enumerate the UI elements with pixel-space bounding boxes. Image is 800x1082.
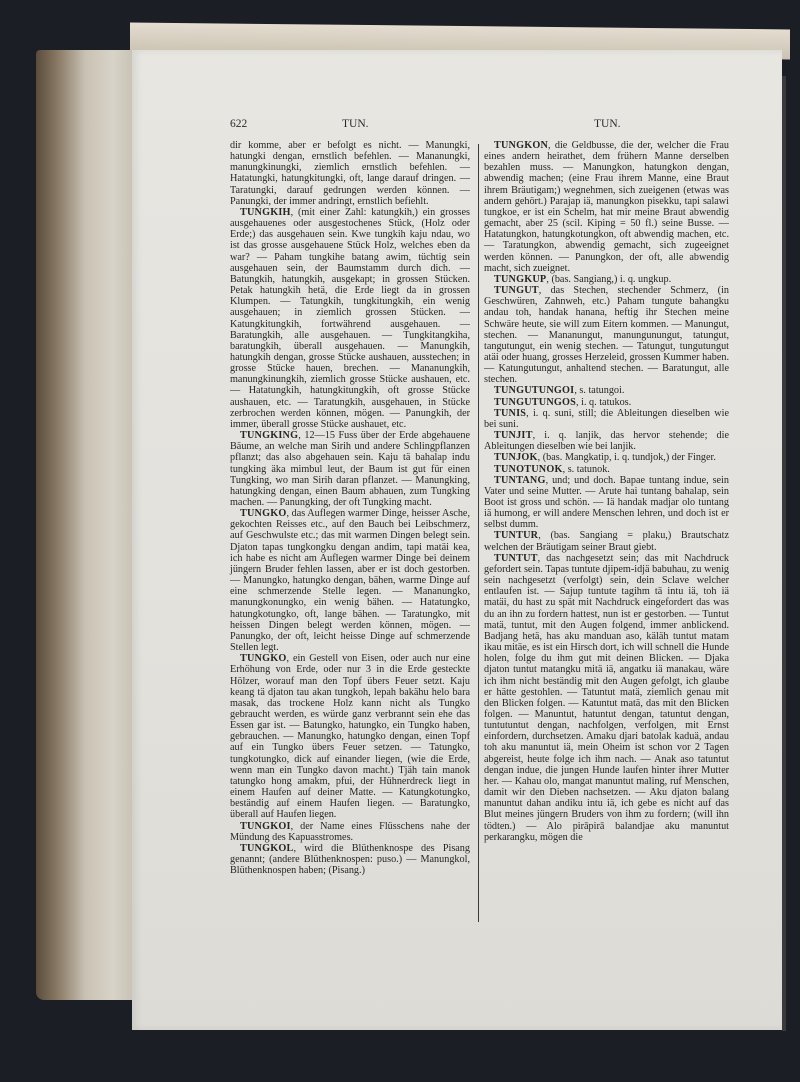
headword: TUNGKOL (240, 842, 294, 854)
headword: TUNGUT (494, 285, 539, 297)
headword: TUNGUTUNGOI (494, 385, 575, 397)
dictionary-entry: TUNGKOI, der Name eines Flüsschens nahe der Mündung des Kapuasstromes. (230, 820, 470, 843)
headword: TUNIS (494, 407, 527, 419)
dictionary-entry: TUNGUTUNGOS, i. q. tatukos. (494, 396, 632, 408)
left-column (230, 140, 470, 876)
headword: TUNGKOI (240, 820, 291, 832)
headword: TUNGKING (240, 430, 299, 442)
dictionary-entry: TUNGKOL, wird die Blüthenknospe des Pisang genannt; (andere Blüthenknospen: puso.) — Manungkol, Blüthenknospen haben; (Pisang.) (230, 842, 470, 877)
running-head-left: TUN. (342, 118, 369, 130)
headword: TUNJOK (494, 452, 538, 464)
headword: TUNOTUNOK (494, 463, 563, 475)
dictionary-entry: TUNIS, i. q. suni, still; die Ableitungen dieselben wie bei suni. (484, 407, 729, 430)
running-header (132, 118, 782, 134)
headword: TUNTANG (494, 474, 546, 486)
running-head-right: TUN. (594, 118, 621, 130)
column-divider (478, 144, 479, 922)
right-column (484, 140, 729, 843)
book-page-edges (36, 50, 146, 1000)
headword: TUNTUT (494, 552, 538, 564)
dictionary-entry: TUNGKING, 12—15 Fuss über der Erde abgehauene Bäume, an welche man Sirih und andere Schlingpflanzen pflanzt; das also abgehauen sein. Kaju tä bahalap indu tungking äka mimbul leut, der Baum ist gut für einen Tungking, wo man Sirih daran pflanzet. — Manungking, hatungking dengan, einen Baum abhauen, zum Tungking machen. — Panungking, der oft Tungking macht. (230, 430, 470, 508)
dictionary-entry: TUNJOK, (bas. Mangkatip, i. q. tundjok,) der Finger. (494, 452, 716, 464)
headword: TUNGUTUNGOS (494, 396, 577, 408)
headword: TUNTUR (494, 530, 539, 542)
dictionary-entry: TUNGKUP, (bas. Sangiang,) i. q. ungkup. (494, 273, 672, 285)
headword: TUNJIT (494, 430, 533, 442)
dictionary-entry: TUNTUR, (bas. Sangiang = plaku,) Brautschatz welchen der Bräutigam seiner Braut giebt. (484, 530, 729, 553)
page-right-edge (782, 76, 786, 1031)
headword: TUNGKUP (494, 273, 547, 285)
dictionary-entry: TUNGKIH, (mit einer Zahl: katungkih,) ein grosses ausgehauenes oder ausgestochenes Stück, (Holz oder Erde;) das ausgehauen sein. Kwe tungkih kaju ndau, wo ist das grosse ausgehauene Stück Holz, welches eben da war? — Paham tungkihe batang awim, tüchtig sein ausgehauen sein, der Baumstamm durch dich. — Batungkih, hatungkih, ausgekapt; in grossen Stücken. Petak hatungkih hetä, die Erde liegt da in grossen Klumpen. — Tatungkih, tungkitungkih, ein wenig ausgehauen; in ziemlich grossen Stücken. — Katungkitungkih, fortwährend ausgehauen. — Baratungkih, alle ausgehauen. — Tungkitangkiha, baratungkih, überall ausgehauen. — Manungkih, hatungkih dengan, grosse Stücke aushauen, ausstechen; in grosse Stücke hauen, brechen. — Mananungkih, manungkinungkih, ziemlich grosse Stücke aushauen, etc. — Hatatungkih, hatungkitungkih, oft grosse Stücke aushauen, etc. — Taratungkih, ausgehauen, in Stücke zerbrochen werden können, mögen. — Panungkih, der immer, überall grosse Stücke aushauet, etc. (230, 206, 470, 430)
dictionary-entry: TUNGUT, das Stechen, stechender Schmerz, (in Geschwüren, Zahnweh, etc.) Paham tungute bahangku andau toh, handak hanana, heftig ihr Stechen meine Schwäre heute, sie will zum Eitern kommen. — Manungut, stechen. — Mananungut, manungunungut, tatungut, tangutungut, ein wenig stechen. — Tatungut, tungutungut atäi oder huang, grosses Herzeleid, grossen Kummer haben. — Katungutungut, anhaltend stechen. — Baratungut, alle stechen. (484, 285, 729, 386)
dictionary-page (132, 50, 782, 1030)
dictionary-entry: TUNGKON, die Geldbusse, die der, welcher die Frau eines andern heirathet, dem frühern Manne derselben bezahlen muss. — Manungkon, hatungkon dengan, abwendig machen; (eine Frau ihrem Manne, eine Braut ihrem Bräutigam;) wegnehmen, sich zueigenen (etwas was andern gehört.) Parajap iä, manungkon pisekku, tapi salawi tungkoe, er ist ein Schelm, hat mir meine Braut abwendig gemacht, aber 25 (scil. Kiping = 50 fl.) seine Busse. — Hatatungkon, hatungkotungkon, oft abwendig machen, etc. — Taratungkon, abwendig gemacht, sich zugeeignet werden können. — Panungkon, der oft, alle abwendig macht, sich zueignet. (484, 140, 729, 274)
headword: TUNGKO (240, 508, 287, 520)
dictionary-entry: TUNGUTUNGOI, s. tatungoi. (494, 385, 625, 397)
page-number: 622 (230, 118, 248, 130)
headword: TUNGKON (494, 140, 549, 151)
dictionary-entry: dir komme, aber er befolgt es nicht. — Manungki, hatungki dengan, ernstlich befehlen. — Mananungki, manungkinungki, ziemlich ernstlich befehlen. — Hatatungki, hatungkitungki, oft, lange darauf dringen. — Taratungki, darauf gedrungen werden können. — Panungki, der immer andringt, ernstlich befiehlt. (230, 140, 470, 207)
dictionary-entry: TUNGKO, das Auflegen warmer Dinge, heisser Asche, gekochten Reisses etc., auf den Bauch bei Leibschmerz, auf Geschwulste etc.; das mit warmen Dingen belegt sein. Djaton tapas tungkongku dengan andim, tapi matäi kea, ich habe es nicht am Auflegen warmer Dinge bei deinem jüngern Bruder fehlen lassen, aber er ist doch gestorben. — Manungko, hatungko dengan, bähen, warme Dinge auf eine schmerzende Stelle legen. — Mananungko, manungkonungko, ein wenig bähen. — Hatatungko, hatungkotungko, oft, lange bähen. — Taratungko, mit heissen Dingen belegt werden können, mögen. — Panungko, der oft, leicht heisse Dinge auf schmerzende Stellen legt. (230, 508, 470, 654)
dictionary-entry: TUNOTUNOK, s. tatunok. (494, 463, 610, 475)
dictionary-entry: TUNTUT, das nachgesetzt sein; das mit Nachdruck gefordert sein. Tapas tuntute djipem-idjä babuhau, zu wenig sein nachgesetzt (verfolgt) sein, dein Sclave welcher entlaufen ist. — Sajup tuntute tagihm tä intu iä, toh iä matäi, du hast zu spät mit Nachdruck eingefordert das was du an ihn zu fordern hattest, nun ist er gestorben. — Tuntut matä, tuntut, mit den Augen folgend, immer anblickend. Badjang hetä, has aku manduan aso, käläh tuntut matam ikau mitäe, es ist ein Hirsch dort, ich will schnell die Hunde holen, folge du ihm gut mit deinen Blicken. — Djaka djaton tuntut matangku mitä iä, angatku iä manakau, wäre ich ihm nicht beständig mit den Augen gefolgt, ich glaube er hätte gestohlen. — Tatuntut matä, ziemlich genau mit den Blicken folgen. — Katuntut matä, das mit den Blicken folgen. — Manuntut, hatuntut dengan, tatuntut dengan, tuntutuntut dengan, nachfolgen, verfolgen, mit Ernst einfordern, durchsetzen. Amaku djari batolak kaduä, andau toh aku manuntut iä, mein Oheim ist schon vor 2 Tagen abgereist, heute folge ich ihm nach. — Anak aso tatuntut dengan indue, die jungen Hunde laufen hinter ihrer Mutter her. — Kahau olo, mangat manuntut maling, ruf Menschen, damit wir den Dieben nachsetzen. — Aku djaton balang manuntut dahan andiku intu iä, ich gebe es nicht auf das Blut meines jüngern Bruders von ihm zu fordern; (will ihn tödten.) — Alo pirāpirā balandjae aku manuntut perkarangku, mögen die (484, 552, 729, 843)
dictionary-entry: TUNTANG, und; und doch. Bapae tuntang indue, sein Vater und seine Mutter. — Arute hai tuntang bahalap, sein Boot ist gross und schön. — Iä handak madjar olo tuntang iä humong, er will andere Menschen lehren, und doch ist er selbst dumm. (484, 474, 729, 531)
headword: TUNGKIH (240, 206, 291, 218)
dictionary-entry: TUNJIT, i. q. lanjik, das hervor stehende; die Ableitungen dieselben wie bei lanjik. (484, 430, 729, 453)
headword: TUNGKO (240, 653, 287, 665)
dictionary-entry: TUNGKO, ein Gestell von Eisen, oder auch nur eine Erhöhung von Erde, oder nur 3 in die Erde gesteckte Hölzer, worauf man den Topf übers Feuer setzt. Kaju keang tä djaton tau akan tungkoh, lepah bakähu helo bara masak, das trockene Holz kann nicht als Tungko gebraucht werden, es würde ganz verbrannt sein ehe das Essen gar ist. — Batungko, hatungko, ein Tungko haben, gebrauchen. — Manungko, hatungko dengan, einen Topf auf ein Tungko übers Feuer setzen. — Tatungko, tungkotungko, dick auf einander liegen, (wie die Erde, wenn man ein Tungko davon macht.) Tjäh tain manok tatungko hong amakm, pfui, der Hühnerdreck liegt in einem Haufen auf deiner Matte. — Katungkotungko, beständig auf einem Haufen liegen. — Baratungko, überall auf Haufen liegen. (230, 653, 470, 821)
